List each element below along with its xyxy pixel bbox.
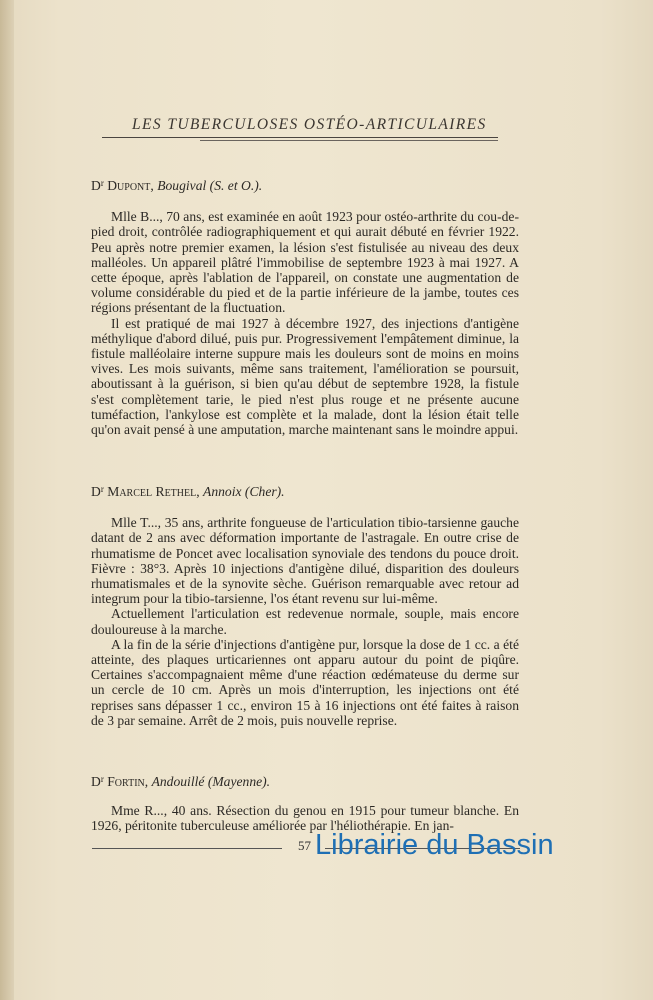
paragraph: Mlle B..., 70 ans, est examinée en août 1923 pour ostéo-arthrite du cou-de-pied droit, contrôlée radiographiquement et qui aurait débuté en février 1922. Peu après notre premier examen, la lésion s'est fistulisée au niveau des deux malléoles. Un appareil plâtré l'immobilise de septembre 1923 à mai 1927. A cette époque, après l'ablation de l'appareil, on constate une augmentation de volume considérable du pied et de la partie inférieure de la jambe, toutes ces régions présentant de la fluctuation. <box>91 209 519 316</box>
page-number: 57 <box>298 838 311 853</box>
footer-rule-left <box>92 848 282 849</box>
paragraph: A la fin de la série d'injections d'antigène pur, lorsque la dose de 1 cc. a été atteinte, des plaques urticariennes ont apparu autour du point de piqûre. Certaines s'accompagnaient même d'une réaction œdémateuse du derme sur un cercle de 10 cm. Après un mois d'interruption, les injections ont été reprises sans dépasser 1 cc., environ 15 à 16 injections ont été faites à raison de 3 par semaine. Arrêt de 2 mois, puis nouvelle reprise. <box>91 636 519 728</box>
paragraph: Actuellement l'articulation est redevenue normale, souple, mais encore douloureuse à la marche. <box>91 606 519 637</box>
section-rethel <box>91 482 519 728</box>
section-author: $D^r$ Fortin, Andouillé (Mayenne). <box>91 774 271 789</box>
paragraph: Mme R..., 40 ans. Résection du genou en 1915 pour tumeur blanche. En 1926, péritonite tuberculeuse améliorée par l'héliothérapie. En jan- <box>91 803 519 834</box>
paragraph: Il est pratiqué de mai 1927 à décembre 1927, des injections d'antigène méthylique d'abord dilué, puis pur. Progressivement l'empâtement diminue, la fistule malléolaire interne suppure mais les douleurs sont de moins en moins vives. Les mois suivants, même sans traitement, l'amélioration se poursuit, aboutissant à la guérison, si bien qu'au début de septembre 1928, la fistule s'est complètement tarie, le pied n'est plus rouge et ne présente aucune tuméfaction, l'ankylose est complète et la malade, dont la lésion était telle qu'on avait pensé à une amputation, marche maintenant sans le moindre appui. <box>91 315 519 438</box>
section-author: $D^r$ Marcel Rethel, Annoix (Cher). <box>91 484 285 499</box>
watermark: Librairie du Bassin <box>315 829 554 861</box>
page-gutter <box>0 0 14 1000</box>
header-rule <box>102 137 498 138</box>
paragraph: Mlle T..., 35 ans, arthrite fongueuse de l'articulation tibio-tarsienne gauche datant de 2 ans avec déformation importante de l'astragale. En outre crise de rhumatisme de Poncet avec localisation synoviale des tendons du pouce droit. Fièvre : 38°3. Après 10 injections d'antigène dilué, disparition des douleurs rhumatismales et de la synovite sèche. Guérison remarquable avec retour ad integrum pour la tibio-tarsienne, l'os étant revenu sur lui-même. <box>91 515 519 607</box>
section-author: $D^r$ Dupont, Bougival (S. et O.). <box>91 178 263 193</box>
running-head: LES TUBERCULOSES OSTÉO-ARTICULAIRES <box>132 116 487 133</box>
header-rule-thin <box>200 140 498 141</box>
section-dupont <box>91 176 519 437</box>
section-fortin <box>91 772 519 834</box>
